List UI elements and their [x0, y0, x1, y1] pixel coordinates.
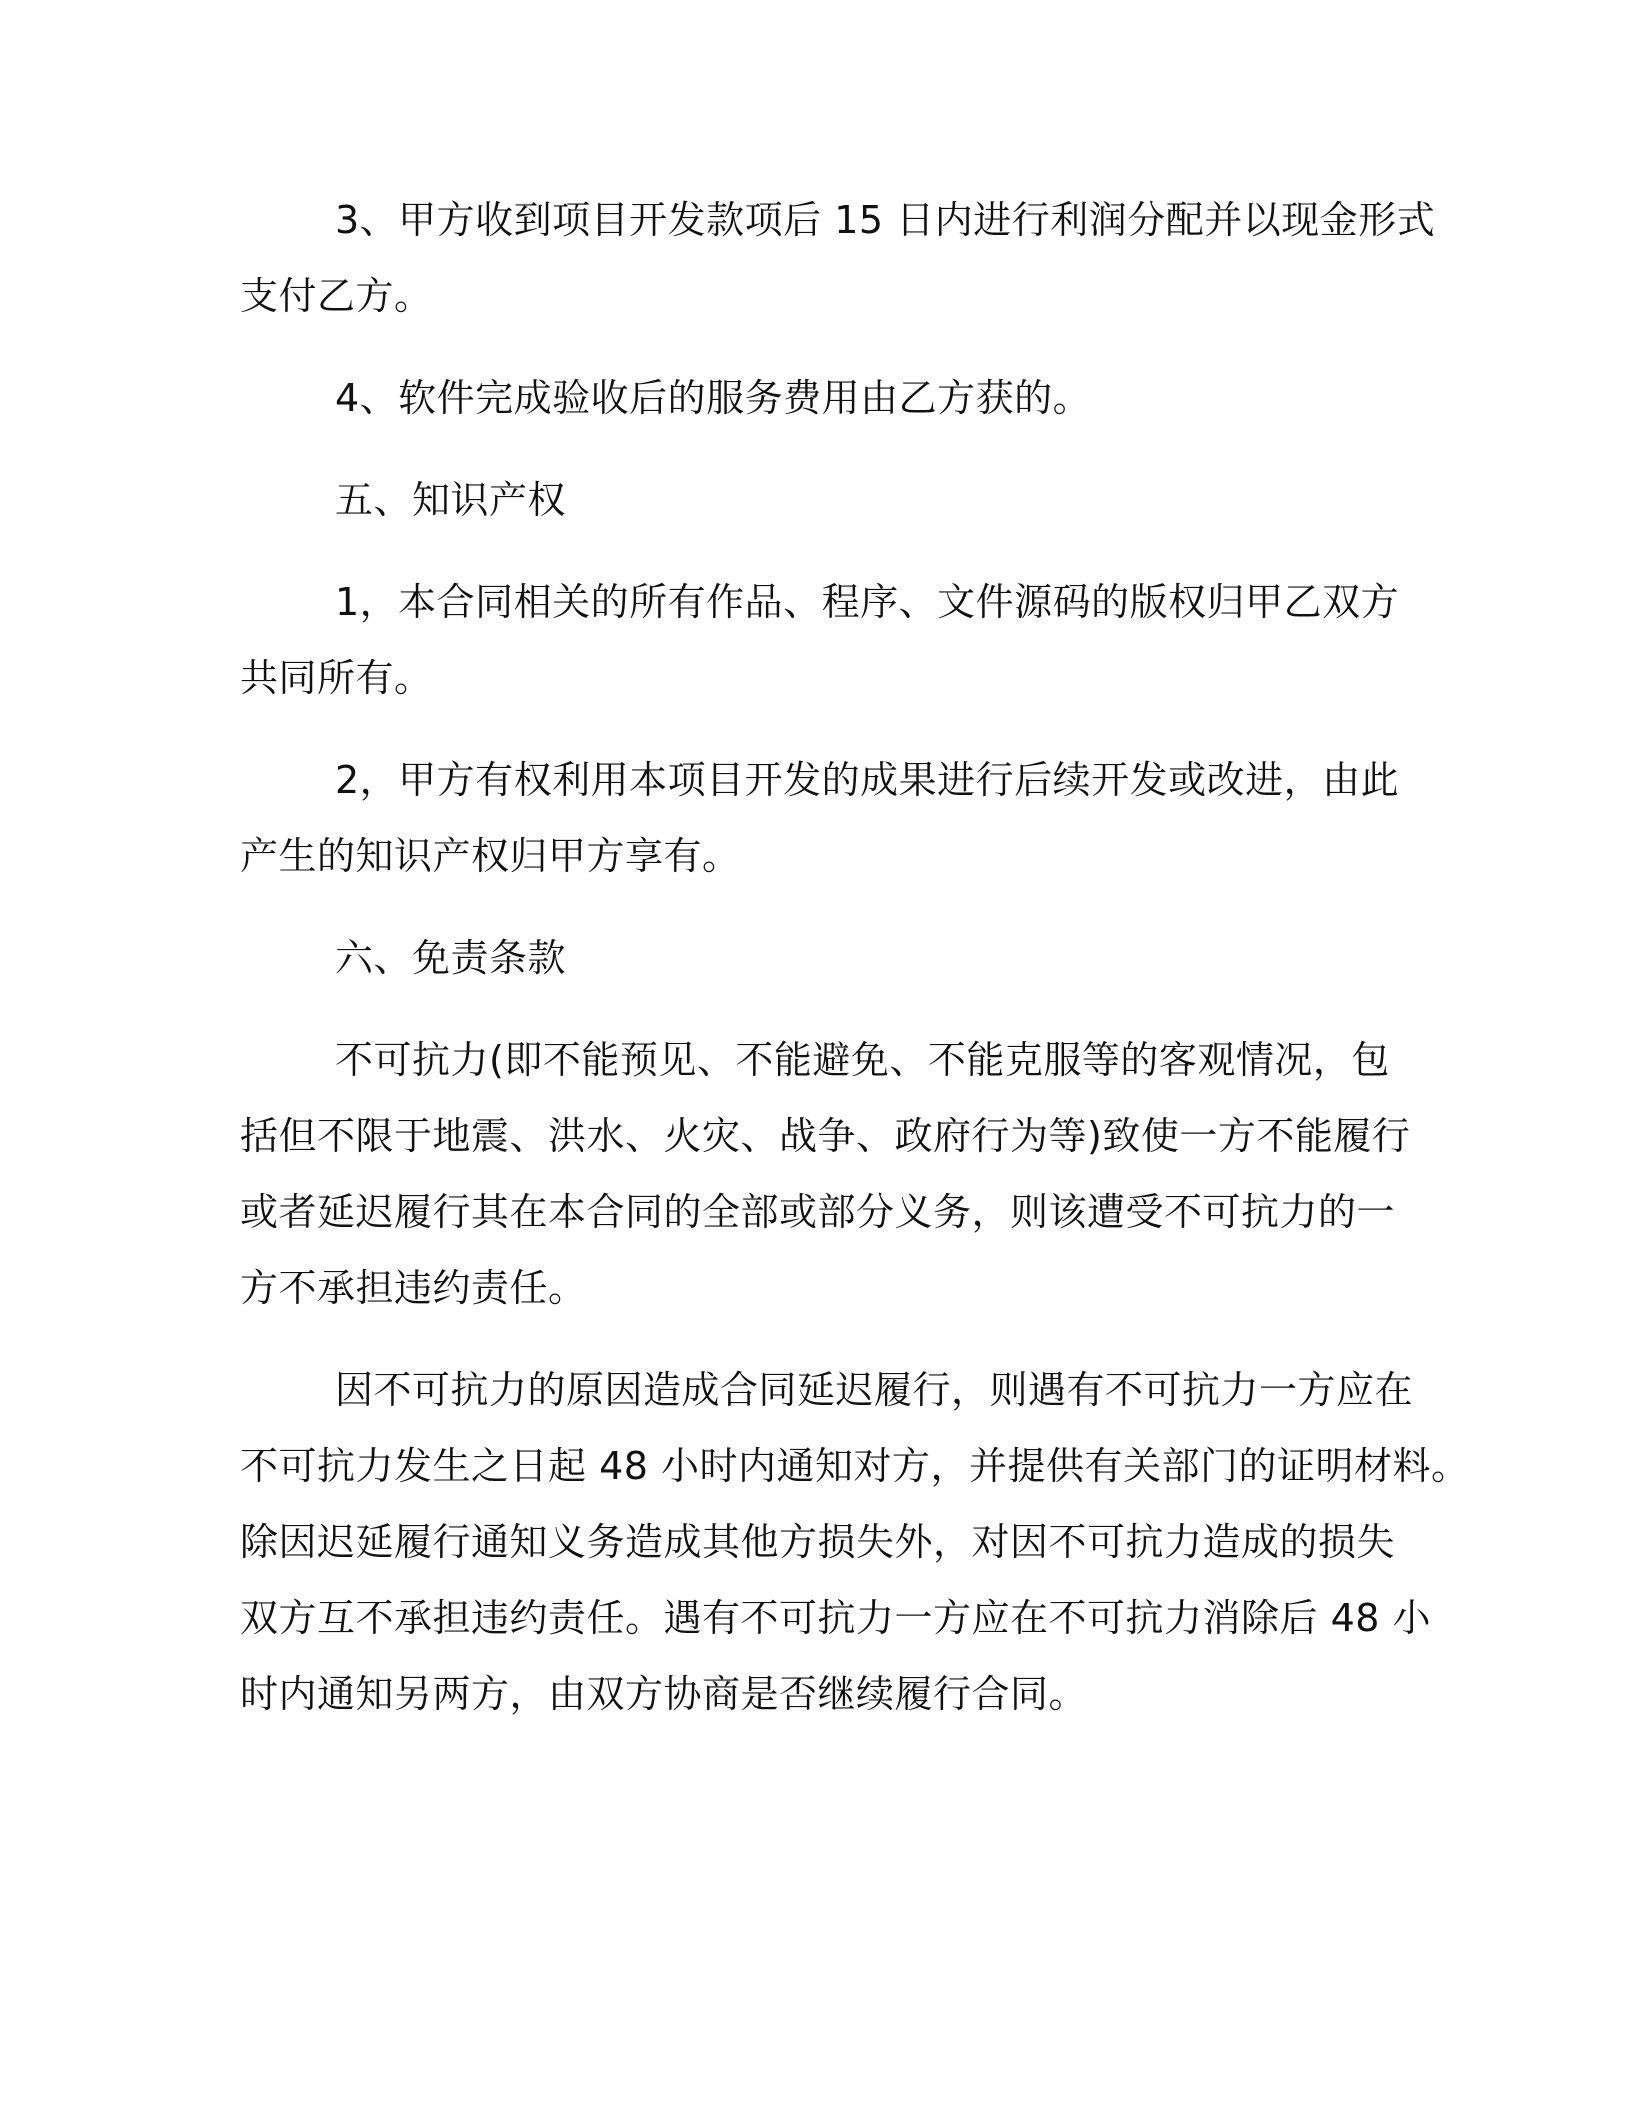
- delay-clause-line-1: 因不可抗力的原因造成合同延迟履行，则遇有不可抗力一方应在: [335, 1368, 1414, 1412]
- force-majeure-line-2: 括但不限于地震、洪水、火灾、战争、政府行为等)致使一方不能履行: [240, 1114, 1411, 1158]
- delay-clause-line-5: 时内通知另两方，由双方协商是否继续履行合同。: [240, 1672, 1088, 1716]
- ip-clause-1-line-2: 共同所有。: [240, 656, 433, 700]
- delay-clause-line-4: 双方互不承担违约责任。遇有不可抗力一方应在不可抗力消除后 48 小: [240, 1596, 1432, 1640]
- ip-clause-1-line-1: 1，本合同相关的所有作品、程序、文件源码的版权归甲乙双方: [335, 580, 1400, 624]
- clause-3-line-1: 3、甲方收到项目开发款项后 15 日内进行利润分配并以现金形式: [335, 198, 1436, 242]
- ip-clause-2-line-1: 2，甲方有权利用本项目开发的成果进行后续开发或改进，由此: [335, 758, 1400, 802]
- force-majeure-line-4: 方不承担违约责任。: [240, 1266, 587, 1310]
- section-6-heading: 六、免责条款: [335, 936, 567, 980]
- clause-3-line-2: 支付乙方。: [240, 274, 433, 318]
- force-majeure-line-3: 或者延迟履行其在本合同的全部或部分义务，则该遭受不可抗力的一: [240, 1190, 1396, 1234]
- force-majeure-line-1: 不可抗力(即不能预见、不能避免、不能克服等的客观情况，包: [335, 1038, 1390, 1082]
- delay-clause-line-3: 除因迟延履行通知义务造成其他方损失外，对因不可抗力造成的损失: [240, 1520, 1396, 1564]
- ip-clause-2-line-2: 产生的知识产权归甲方享有。: [240, 834, 741, 878]
- delay-clause-line-2: 不可抗力发生之日起 48 小时内通知对方，并提供有关部门的证明材料。: [240, 1444, 1470, 1488]
- clause-4-line-1: 4、软件完成验收后的服务费用由乙方获的。: [335, 376, 1092, 420]
- section-5-heading: 五、知识产权: [335, 478, 567, 522]
